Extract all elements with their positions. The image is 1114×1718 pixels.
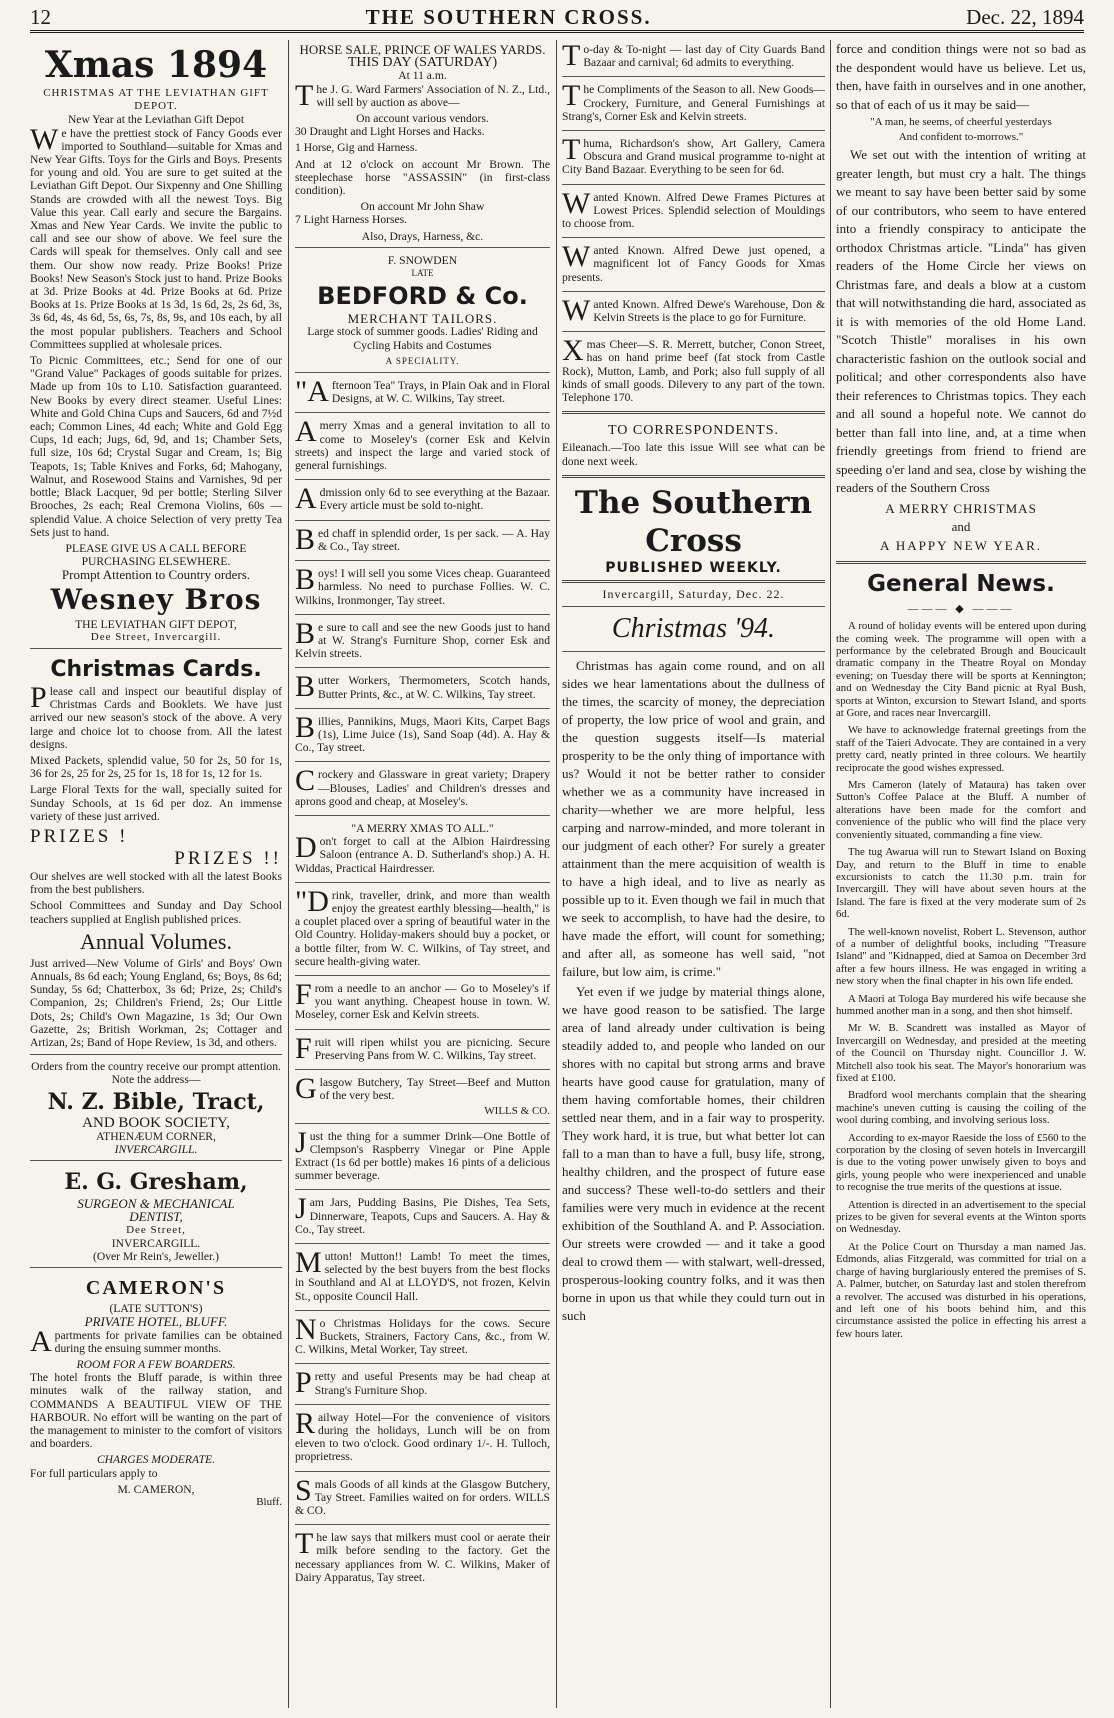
classified-ad-text: "Afternoon Tea" Trays, in Plain Oak and in Floral Designs, at W. C. Wilkins, Tay street. [295, 375, 550, 409]
glasgow-signature: WILLS & CO. [484, 1105, 550, 1118]
cards-body: Please call and inspect our beautiful display of Christmas Cards and Booklets. We have just arrived our new season's stock of the above. A very large and choice lot to choose from. All the latest designs. [30, 680, 282, 751]
horse-sale-time: At 11 a.m. [398, 69, 447, 83]
classified-ad-text: Be sure to call and see the new Goods just to hand at W. Strang's Furniture Shop, corner Esk and Kelvin streets. [295, 616, 550, 661]
news-item: A Maori at Tologa Bay murdered his wife because she hummed another man in a song, and then shot himself. [836, 992, 1086, 1017]
classified-ad [562, 188, 825, 239]
gresham-sub-2: DENTIST, [129, 1209, 183, 1225]
column-rule [556, 40, 557, 1708]
classified-ad-text: Railway Hotel—For the convenience of visitors during the holidays, Lunch will be on from eleven to two o'clock. Good ordinary 1/-. H. Tulloch, proprietress. [295, 1406, 550, 1464]
news-item: A round of holiday events will be entered upon during the coming week. The programme will open with a performance by the celebrated Brough and Boucicault dramatic company in the Theatre Royal on Monday evening; on Tuesday there will be sports at Kennington; and on Wednesday the City Band picnic at Ryal Bush, sports at Winton, excursion to Stewart Island, and sports at Gore, and races near Invercargill. [836, 620, 1086, 720]
classified-ad-text: Wanted Known. Alfred Dewe Frames Pictures at Lowest Prices. Splendid selection of Mouldings to choose from. [562, 186, 825, 231]
snowden-late: LATE [411, 268, 434, 279]
news-item: At the Police Court on Thursday a man named Jas. Edmonds, alias Fitzgerald, was committed for trial on a charge of having burglariously entered the premises of S. A. Palmer, butcher, on Saturday last and stolen therefrom a revolver. The accused was disturbed in his operations, and left one of his boots behind him, and this circumstance assisted the police in effecting his arrest a few hours later. [836, 1240, 1086, 1340]
published-weekly: PUBLISHED WEEKLY. [605, 559, 782, 576]
gresham-sub: SURGEON & MECHANICAL [77, 1196, 235, 1212]
horse-sale-body: The J. G. Ward Farmers' Association of N. Z., Ltd., will sell by auction as above— [295, 78, 550, 112]
xmas-title: Xmas 1894 [44, 44, 268, 86]
classified-ad-text: Mutton! Mutton!! Lamb! To meet the times, selected by the best buyers from the best flocks in Southland and Al at LLOYD'S, not frozen, Kelvin St., opposite Council Hall. [295, 1246, 550, 1303]
prizes-body: Our shelves are well stocked with all the latest Books from the best publishers. [30, 869, 282, 897]
gresham-note: (Over Mr Rein's, Jeweller.) [92, 1250, 220, 1264]
cameron-place: Bluff. [256, 1496, 282, 1509]
wesney-address: Dee Street, Invercargill. [90, 630, 222, 643]
glasgow-body: Glasgow Butchery, Tay Street—Beef and Mutton of the very best. [295, 1071, 550, 1105]
news-item: The well-known novelist, Robert L. Stevenson, author of a number of delightful books, including "Treasure Island" and "Kidnapped, died at Samoa on December 3rd after a few hours illness. He was engaged in writing a new story when the final chapter in his own life ended. [836, 925, 1086, 988]
editorial-text [562, 657, 825, 1325]
happy-new-year: A HAPPY NEW YEAR. [879, 537, 1043, 553]
greeting-and: and [951, 519, 971, 534]
column-1 [30, 40, 282, 1708]
prizes-body-2: School Committees and Sunday and Day School teachers supplied at English published prices. [30, 899, 282, 926]
bedford-body: Large stock of summer goods. Ladies' Riding and Cycling Habits and Costumes [307, 325, 538, 352]
classified-ad-text: Just the thing for a summer Drink—One Bottle of Clempson's Raspberry Vinegar or Pine Apple Extract (1s 6d per bottle) makes 16 pints of a delicious summer beverage. [295, 1125, 550, 1183]
classified-ad-text: Fruit will ripen whilst you are picnicing. Secure Preserving Pans from W. C. Wilkins, Tay street. [295, 1031, 550, 1065]
classified-ad-text: Pretty and useful Presents may be had cheap at Strang's Furniture Shop. [295, 1366, 550, 1400]
horse-sale-lot-2: 1 Horse, Gig and Harness. [295, 141, 418, 155]
bedford-speciality: A SPECIALITY. [385, 355, 460, 366]
xmas-advert [30, 40, 282, 649]
cameron-name: M. CAMERON, [117, 1482, 195, 1496]
classified-ad-text: Boys! I will sell you some Vices cheap. Guaranteed harmless. No need to purchase Follies. W. C. Wilkins, Ironmonger, Tay street. [295, 563, 550, 607]
cameron-hotel: PRIVATE HOTEL, BLUFF. [84, 1314, 228, 1330]
merry-christmas: A MERRY CHRISTMAS [885, 500, 1037, 516]
issue-date: Dec. 22, 1894 [966, 5, 1084, 29]
page-number: 12 [30, 5, 51, 29]
cameron-body-2: The hotel fronts the Bluff parade, is within three minutes walk of the railway station, and COMMANDS A BEAUTIFUL VIEW OF THE HARBOUR. No effort will be wanting on the part of the management to minister to the comfort of visitors and boarders. [30, 1371, 282, 1451]
prizes-heading-1: PRIZES ! [30, 825, 129, 847]
horse-sale-lot-3: 7 Light Harness Horses. [295, 213, 408, 227]
gresham-advert [30, 1164, 282, 1268]
correspondents-title: TO CORRESPONDENTS. [608, 423, 779, 439]
news-item: Bradford wool merchants complain that the shearing machine's uneven cutting is causing the coiling of the wool during combing, and involving serious loss. [836, 1089, 1086, 1127]
running-header [30, 2, 1084, 33]
classified-ad [295, 416, 550, 480]
nz-bible-address: ATHENÆUM CORNER, [96, 1129, 216, 1143]
horse-sale-body-2: And at 12 o'clock on account Mr Brown. The steeplechase horse "ASSASSIN" (in first-class condition). [295, 157, 550, 198]
column-2 [295, 40, 550, 1708]
gresham-town: INVERCARGILL. [111, 1236, 201, 1250]
classified-ad [562, 134, 825, 185]
classified-ad [295, 765, 550, 816]
ornament-divider: ——— ◆ ——— [907, 603, 1015, 615]
classified-ad-text: Amerry Xmas and a general invitation to all to come to Moseley's (corner Esk and Kelvin streets) and inspect the large and varied stock of general furnishings. [295, 415, 550, 473]
correspondents-body: Eileanach.—Too late this issue Will see what can be done next week. [562, 441, 825, 468]
classified-ad [295, 483, 550, 520]
editorial-title: Christmas '94. [611, 613, 776, 645]
classified-ad [562, 40, 825, 77]
horse-sale-also: Also, Drays, Harness, &c. [361, 229, 484, 243]
classified-ad [562, 335, 825, 414]
wesney-sub: THE LEVIATHAN GIFT DEPOT, [75, 617, 237, 631]
orders-note: Orders from the country receive our prompt attention. [31, 1060, 281, 1074]
classified-ad-text: Admission only 6d to see everything at the Bazaar. Every article must be sold to-night. [295, 482, 550, 516]
classified-ad-text: Butter Workers, Thermometers, Scotch hands, Butter Prints, &c., at W. C. Wilkins, Tay street. [295, 670, 550, 704]
xmas-body-2: To Picnic Committees, etc.; Send for one of our "Grand Value" Packages of goods suitable for prizes. Made up from 10s to L10. Satisfaction guaranteed. New Books by every direct steamer. Useful Lines: White and Gold China Cups and Saucers, 6d and 7½d each; Common Lines, 4d each; White and Gold Egg Cups, 1d each; Jugs, 6d, 9d, and 1s; Chamber Sets, full size, 10s 6d; Crystal Sugar and Cream, 1s; Big Teapots, 1s; Table Knives and Forks, 6d; Mahogany, Walnut, and Rosewood Stains and Varnishes, 9d per bottle; Black Lacquer, 9d per bottle; Sterling Silver Brooches, 2s each; Real Cremona Violins, 60s — splendid Value. A choice Selection of very pretty Tea Sets just to hand. [30, 354, 282, 539]
editorial-quote-line-2: And confident to-morrows." [898, 131, 1024, 143]
classified-ad [295, 1475, 550, 1526]
editorial-quote-line-1: "A man, he seems, of cheerful yesterdays [870, 116, 1052, 128]
classified-ad [295, 1033, 550, 1070]
dateline: Invercargill, Saturday, Dec. 22. [602, 587, 785, 602]
classified-ad [295, 712, 550, 763]
nz-bible-title: N. Z. Bible, Tract, [47, 1088, 265, 1115]
classified-ad-text: Smals Goods of all kinds at the Glasgow Butchery, Tay Street. Families waited on for orders. WILLS & CO. [295, 1473, 550, 1518]
nz-bible-town: INVERCARGILL. [114, 1143, 198, 1156]
classified-ad-text: No Christmas Holidays for the cows. Secure Buckets, Strainers, Factory Cans, &c., from W. C. Wilkins, Metal Worker, Tay street. [295, 1312, 550, 1357]
classified-ad-text: The law says that milkers must cool or aerate their milk before sending to the factory. Get the necessary appliances from W. C. Wilkins, Maker of Dairy Apparatus, Tay street. [295, 1527, 550, 1584]
column-rule [830, 40, 831, 1708]
classified-ad [295, 1314, 550, 1365]
xmas-body: We have the prettiest stock of Fancy Goods ever imported to Southland—suitable for Xmas and New Year Gifts. Toys for the Girls and Boys. Presents for young and old. You are sure to get suited at the Leviathan Gift Depot. Our Sixpenny and One Shilling Stands are crowded with all the newest Toys. Big Value this year. Call early and secure the Bargains. Xmas and New Year Cards. We invite the public to call and see our show of above. We feel sure the Cards will speak for themselves. Only call and see them. Our show now ready. Prize Books! Prize Books! New Season's Stock just to hand. Prize Books at 3d. Prize Books at 4d. Prize Books at 6d. Prize Books at 1s. Prize Books at 1s 3d, 1s 6d, 2s, 2s 6d, 3s, 3s 6d, 4s, 4s 6d, 5s, 6s, 7s, 8s, 9s, and 10s each, by all the most popular publishers. Teachers and School Committees supplied at wholesale prices. [30, 122, 282, 351]
horse-sale-shaw: On account Mr John Shaw [360, 200, 485, 214]
cards-title: Christmas Cards. [50, 656, 262, 682]
classified-ad-text: Thuma, Richardson's show, Art Gallery, Camera Obscura and Grand musical programme to-night at City Band Bazaar. Everything to be seen for 6d. [562, 133, 825, 177]
cameron-room: ROOM FOR A FEW BOARDERS. [76, 1358, 236, 1372]
cards-body-3: Large Floral Texts for the wall, specially suited for Sunday Schools, at 1s 6d per doz. An immense variety of these just arrived. [30, 783, 282, 823]
editorial-continued-paragraph: We set out with the intention of writing at greater length, but must cry a halt. The things we meant to say have been better said by some of our contributors, who seem to have entered into a friendly conspiracy to anticipate the orthodox Christmas article. "Linda" has given readers of the Home Circle her views on Christmas fare, and deals a blow at a custom that will notwithstanding die hard, associated as it is with memories of the old Home Land. "Scotch Thistle" moralises in his own characteristic fashion on the outlook social and political; and other correspondents also have their references to Christmas topics. They each and all sound a hopeful note. We cannot do better than fall into line, and, at a time when friendly greetings from friend to friend are speeding o'er land and sea, close by wishing the readers of the Southern Cross [836, 147, 1086, 495]
news-item: Mrs Cameron (lately of Mataura) has taken over Sutton's Coffee Palace at the Bluff. A number of alterations have been made for the comfort and convenience of the public who will find the place very conveniently situated, commanding a fine view. [836, 779, 1086, 841]
cameron-body: Apartments for private families can be obtained during the ensuing summer months. [30, 1324, 282, 1358]
classified-ad [295, 886, 550, 976]
horse-sale-advert [295, 40, 550, 248]
bedford-sub: MERCHANT TAILORS. [347, 311, 498, 327]
news-item: Attention is directed in an advertisement to the special prizes to be given for several events at the Winton sports on Wednesday. [836, 1198, 1086, 1236]
news-item: The tug Awarua will run to Stewart Island on Boxing Day, and return to the Bluff in time to enable excursionists to catch the 11.30 p.m. train for Invercargill. They will have about seven hours at the Island. The fare is fixed at the very moderate sum of 2s 6d. [836, 846, 1086, 921]
general-news-title: General News. [867, 571, 1055, 597]
news-item: We have to acknowledge fraternal greetings from the staff of the Taieri Advocate. They are contained in a very pretty card, neatly printed in three colours. We heartily reciprocate the good wishes expressed. [836, 724, 1086, 774]
barber-advert [295, 819, 550, 883]
classified-ad [295, 1247, 550, 1311]
classified-ad [295, 564, 550, 615]
classified-ad [295, 1367, 550, 1404]
prizes-heading-2: PRIZES !! [174, 847, 282, 869]
glasgow-advert [295, 1073, 550, 1124]
barber-body: Don't forget to call at the Albion Hairdressing Saloon (entrance A. D. Sutherland's shop.) A. H. Widdas, Practical Hairdresser. [295, 831, 550, 875]
xmas-subtitle-2: New Year at the Leviathan Gift Depot [67, 113, 245, 127]
classified-ad-text: The Compliments of the Season to all. New Goods—Crockery, Furniture, and General Furnishings at Strang's, Corner Esk and Kelvin streets. [562, 79, 825, 123]
classified-ad [295, 979, 550, 1030]
classified-ad-text: Wanted Known. Alfred Dewe's Warehouse, Don & Kelvin Streets is the place to go for Furniture. [562, 293, 825, 327]
snowden-name: F. SNOWDEN [387, 253, 458, 267]
cameron-apply: For full particulars apply to [30, 1466, 158, 1480]
gresham-title: E. G. Gresham, [64, 1169, 248, 1196]
classified-ad [562, 241, 825, 292]
classified-ad-text: Bed chaff in splendid order, 1s per sack. — A. Hay & Co., Tay street. [295, 522, 550, 556]
editorial-paragraph: Christmas has again come round, and on all sides we hear lamentations about the dullness of the times, the scarcity of money, the depreciation of property, the low price of wool and grain, and the question suggests itself—Is material prosperity to be the only thing of importance with us? Would it not be better rather to consider whether we as a community have increased in charity—whether we are more helpful, less carping and narrow-minded, and more tolerant in our judgment of each other? For surely a greater attainment than the mere acquisition of wealth is to have a high ideal, and to live as nearly as possible up to it. Even though we fail in much that we seek to accomplish, to have had the desire, to have made the effort, will count for something; and after all, as someone has well said, "not failure, but low aim, is crime." [562, 658, 825, 980]
classified-ad [295, 1193, 550, 1244]
editorial-masthead [562, 484, 825, 652]
cameron-advert [30, 1271, 282, 1513]
horse-sale-lot-1: 30 Draught and Light Horses and Hacks. [295, 125, 485, 139]
xmas-call: PLEASE GIVE US A CALL BEFORE PURCHASING ELSEWHERE. [65, 541, 247, 569]
editorial-paragraph: Yet even if we judge by material things alone, we have good reason to be satisfied. The large area of land already under cultivation is being steadily added to, and people who landed on our shores with no capital but strong arms and brave hearts have good cause for gratulation, many of them having comfortable homes, their children settled near them, and in a fair way to prosperity. They work hard, it is true, but what better lot can fall to a man than to have a full, busy life, strong, healthy children, and the prospect of future ease and success? These well-to-do settlers and their families were very much in evidence at the recent exhibition of the Southland A. and P. Association. Our streets were crowded — and it take a good deal to crowd them — with stalwart, well-dressed, prosperous-looking country folks, and it was then borne in upon us that while they could turn out in such [562, 984, 825, 1324]
classified-ad [295, 1528, 550, 1591]
paper-name: THE SOUTHERN CROSS. [365, 5, 652, 29]
xmas-prompt: Prompt Attention to Country orders. [61, 567, 251, 583]
classified-ad [562, 80, 825, 131]
classified-ad [295, 376, 550, 413]
horse-sale-title: HORSE SALE, PRINCE OF WALES YARDS. [299, 42, 546, 57]
editorial-continued [836, 40, 1086, 555]
cameron-title: CAMERON'S [85, 1277, 227, 1300]
annual-body: Just arrived—New Volume of Girls' and Boys' Own Annuals, 8s 6d each; Young England, 6s; Boys, 8s 6d; Sunday, 5s 6d; Chatterbox, 3s 6d; Prize, 2s; Child's Companion, 2s; Children's Friend, 2s; Our Little Dots, 2s; Child's Own Magazine, 1s 3d; Our Own Gazette, 2s; British Workman, 2s; Cottager and Artizan, 2s; Band of Hope Review, 1s 3d, and others. [30, 956, 282, 1049]
editorial-continued-paragraph: force and condition things were not so bad as the despondent would have us believe. Let us, then, have faith in ourselves and in one another, so that of each of us it may be said— [836, 41, 1086, 112]
bedford-title: BEDFORD & Co. [317, 282, 528, 311]
horse-sale-vendors: On account various vendors. [356, 112, 489, 126]
annual-title: Annual Volumes. [80, 928, 232, 954]
horse-sale-day: THIS DAY (SATURDAY) [347, 55, 498, 71]
xmas-subtitle: CHRISTMAS AT THE LEVIATHAN GIFT DEPOT. [43, 87, 269, 113]
news-item: According to ex-mayor Raeside the loss of £560 to the corporation by the closing of seven hotels in Invercargill is due to the voting power unwisely given to boys and girls, young people who were inexperienced and unable to recognise the true merits of the questions at issue. [836, 1131, 1086, 1194]
classified-ad-text: Crockery and Glassware in great variety; Drapery—Blouses, Ladies' and Children's dresses and aprons good and cheap, at Moseley's. [295, 764, 550, 808]
classified-ad [295, 1127, 550, 1191]
classified-ad [295, 671, 550, 708]
classified-ad [295, 618, 550, 669]
column-3 [562, 40, 825, 1708]
cards-body-2: Mixed Packets, splendid value, 50 for 2s, 50 for 1s, 36 for 2s, 25 for 2s, 25 for 1s, 18 for 1s, 12 for 1s. [30, 753, 282, 781]
classified-ad [295, 1408, 550, 1472]
gresham-address: Dee Street, [126, 1223, 186, 1236]
classified-ad-text: Jam Jars, Pudding Basins, Pie Dishes, Tea Sets, Dinnerware, Teapots, Cups and Saucers. A. Hay & Co., Tay street. [295, 1192, 550, 1236]
classified-ad-text: Xmas Cheer—S. R. Merrett, butcher, Conon Street, has on hand prime beef (fat stock from Castle Rock), Mutton, Lamb, and Pork; also full supply of all kinds of small goods. Dilevery to any part of the town. Telephone 170. [562, 334, 825, 405]
barber-heading: "A MERRY XMAS TO ALL." [351, 821, 494, 835]
classified-ad-text: Billies, Pannikins, Mugs, Maori Kits, Carpet Bags (1s), Lime Juice (1s), Sand Soap (4d). A. Hay & Co., Tay street. [295, 710, 550, 755]
news-item: Mr W. B. Scandrett was installed as Mayor of Invercargill on Wednesday, and presided at the meeting of the Council on Thursday night. Councillor J. W. Mitchell also took his seat. The Mayor's honorarium was fixed at £100. [836, 1022, 1086, 1085]
general-news-list [836, 620, 1086, 1340]
cameron-charges: CHARGES MODERATE. [96, 1453, 216, 1467]
bedford-advert [295, 251, 550, 373]
nz-bible-sub: AND BOOK SOCIETY, [82, 1114, 230, 1131]
classified-ad-text: Wanted Known. Alfred Dewe just opened, a magnificent lot of Fancy Goods for Xmas presents. [562, 240, 825, 284]
classified-ad [562, 295, 825, 332]
classified-ad-text: To-day & To-night — last day of City Guards Band Bazaar and carnival; 6d admits to everything. [562, 40, 825, 72]
column-rule [288, 40, 289, 1708]
classified-ad [295, 524, 550, 561]
cards-advert [30, 652, 282, 1161]
classified-ad-text: From a needle to an anchor — Go to Moseley's if you want anything. Cheapest house in town. W. Moseley, corner Esk and Kelvin streets. [295, 977, 550, 1022]
classified-ad-text: "Drink, traveller, drink, and more than wealth enjoy the greatest earthly blessing—health," is a couplet placed over a spring of beautiful water in the Old Country. Holiday-makers should buy a pocket, or a bottle filter, from W. C. Wilkins, of Tay street, and secure health-giving water. [295, 884, 550, 968]
correspondents-section [562, 417, 825, 478]
paper-title: The Southern Cross [574, 484, 813, 559]
column-4 [836, 40, 1086, 1708]
address-note: Note the address— [111, 1073, 201, 1087]
wesney-title: Wesney Bros [50, 582, 262, 616]
cameron-late: (LATE SUTTON'S) [109, 1302, 203, 1316]
